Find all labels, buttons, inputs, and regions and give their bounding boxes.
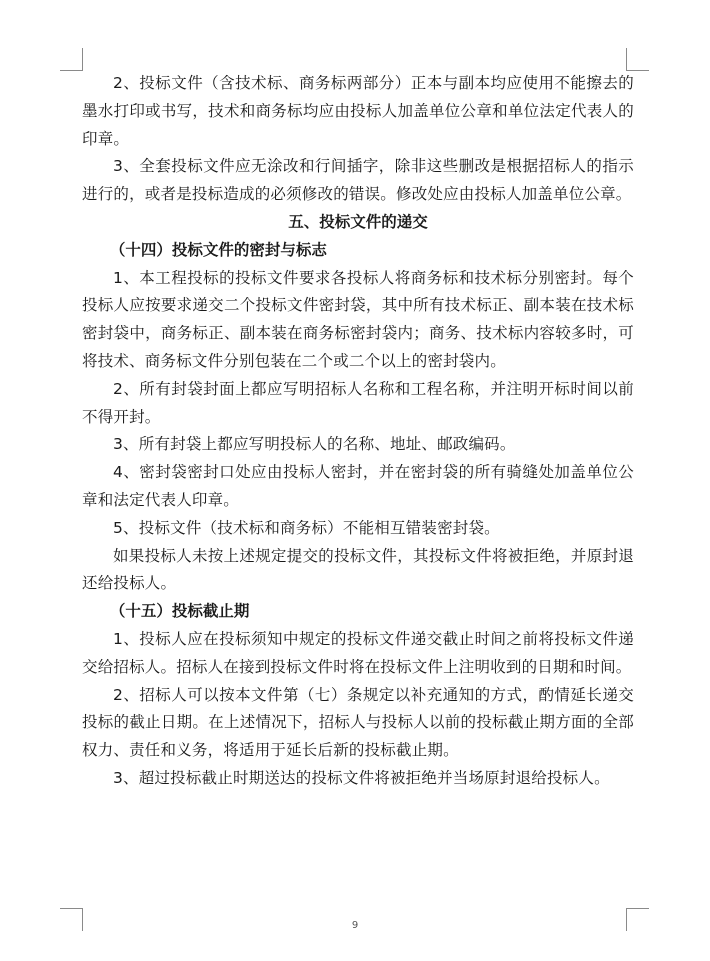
paragraph-rejection: 如果投标人未按上述规定提交的投标文件，其投标文件将被拒绝，并原封退还给投标人。 <box>82 546 634 593</box>
section-heading-submission: 五、投标文件的递交 <box>288 212 428 231</box>
subsection-heading-deadline: （十五）投标截止期 <box>109 602 250 621</box>
paragraph-bidder-info: 3、所有封袋上都应写明投标人的名称、地址、邮政编码。 <box>113 435 516 454</box>
paragraph-no-alteration: 3、全套投标文件应无涂改和行间插字，除非这些删改是根据招标人的指示进行的，或者是投标造成的必须修改的错误。修改处应由投标人加盖单位公章。 <box>82 157 634 204</box>
paragraph-deadline-extension: 2、招标人可以按本文件第（七）条规定以补充通知的方式，酌情延长递交投标的截止日期。在上述情况下，招标人与投标人以前的投标截止期方面的全部权力、责任和义务，将适用于延长后新的投标截止期。 <box>82 685 634 760</box>
document-body <box>82 70 634 793</box>
paragraph-sealing-rules: 1、本工程投标的投标文件要求各投标人将商务标和技术标分别密封。每个投标人应按要求递交二个投标文件密封袋，其中所有技术标正、副本装在技术标密封袋中，商务标正、副本装在商务标密封袋内；商务、技术标内容较多时，可将技术、商务标文件分别包装在二个或二个以上的密封袋内。 <box>82 268 634 370</box>
paragraph-deadline-submit: 1、投标人应在投标须知中规定的投标文件递交截止时间之前将投标文件递交给招标人。招标人在接到投标文件时将在投标文件上注明收到的日期和时间。 <box>82 629 634 676</box>
paragraph-no-mixup: 5、投标文件（技术标和商务标）不能相互错装密封袋。 <box>113 518 500 537</box>
subsection-heading-sealing: （十四）投标文件的密封与标志 <box>109 240 327 259</box>
paragraph-ink-requirement: 2、投标文件（含技术标、商务标两部分）正本与副本均应使用不能擦去的墨水打印或书写，技术和商务标均应由投标人加盖单位公章和单位法定代表人的印章。 <box>82 74 634 148</box>
page-number: 9 <box>351 920 359 931</box>
paragraph-envelope-marking: 2、所有封袋封面上都应写明招标人名称和工程名称，并注明开标时间以前不得开封。 <box>82 379 634 426</box>
paragraph-seal-stamp: 4、密封袋密封口处应由投标人密封，并在密封袋的所有骑缝处加盖单位公章和法定代表人印章。 <box>82 463 634 509</box>
crop-mark-top-left <box>60 48 83 71</box>
crop-mark-top-right <box>626 48 649 71</box>
paragraph-late-rejection: 3、超过投标截止时期送达的投标文件将被拒绝并当场原封退给投标人。 <box>113 768 610 787</box>
